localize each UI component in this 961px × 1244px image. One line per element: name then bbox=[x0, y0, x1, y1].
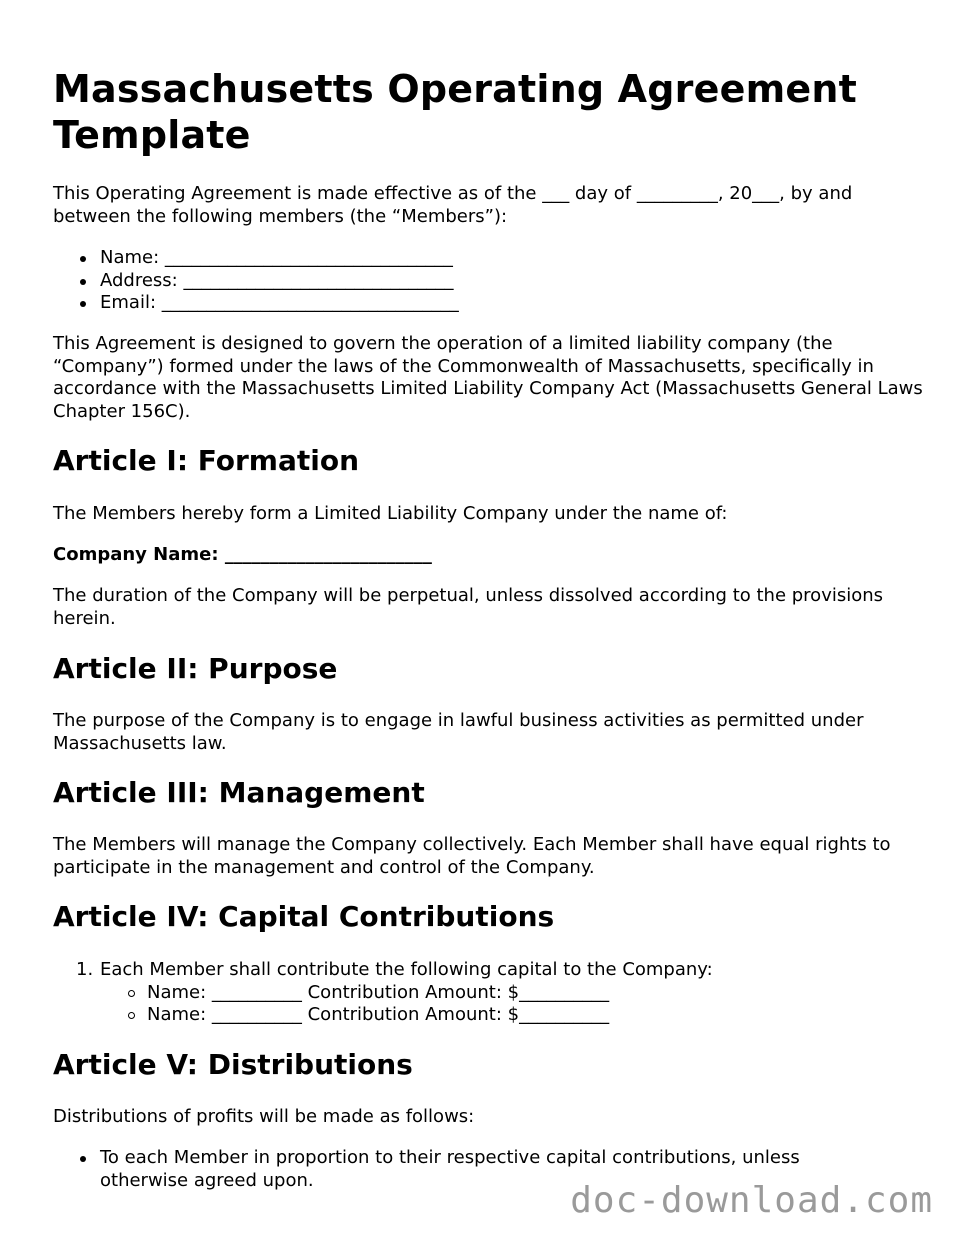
company-name-field bbox=[53, 544, 432, 567]
purpose-statement: This Agreement is designed to govern the operation of a limited liability company (the “Company”) formed under the laws of the Commonwealth of Massachusetts, specifically in accordance with the Massachusetts Limited Liability Company Act (Massachusetts General Laws Chapter 156C). bbox=[53, 333, 923, 422]
article-5-text: Distributions of profits will be made as follows: bbox=[53, 1106, 475, 1127]
contribution-entry: Name: __________ Contribution Amount: $__________ bbox=[53, 982, 923, 1005]
watermark: doc-download.com bbox=[570, 1180, 933, 1221]
article-3-heading: Article III: Management bbox=[53, 776, 425, 809]
contribution-sub-list bbox=[53, 982, 923, 1027]
article-1-text: The Members hereby form a Limited Liability Company under the name of: bbox=[53, 503, 728, 524]
document-title: Massachusetts Operating Agreement Template bbox=[53, 67, 857, 157]
member-name-field: Name: ________________________________ bbox=[53, 247, 923, 270]
distribution-item: To each Member in proportion to their respective capital contributions, unless otherwise agreed upon. bbox=[53, 1147, 833, 1192]
item-number: 1. bbox=[76, 959, 94, 980]
capital-contribution-item bbox=[53, 959, 923, 1027]
company-name-label: Company Name: _______________________ bbox=[53, 544, 432, 565]
article-2-heading: Article II: Purpose bbox=[53, 652, 338, 685]
article-3-text: The Members will manage the Company collectively. Each Member shall have equal rights to participate in the management and control of the Company. bbox=[53, 834, 891, 878]
article-5-heading: Article V: Distributions bbox=[53, 1048, 413, 1081]
duration-text: The duration of the Company will be perpetual, unless dissolved according to the provisions herein. bbox=[53, 585, 884, 629]
capital-contributions-list bbox=[53, 959, 923, 1027]
member-email-field: Email: _________________________________ bbox=[53, 292, 923, 315]
member-address-field: Address: ______________________________ bbox=[53, 270, 923, 293]
article-1-heading: Article I: Formation bbox=[53, 444, 360, 477]
contribution-entry: Name: __________ Contribution Amount: $__________ bbox=[53, 1004, 923, 1027]
item-text: Each Member shall contribute the following capital to the Company: bbox=[100, 959, 713, 980]
member-fields-list bbox=[53, 247, 923, 315]
article-2-text: The purpose of the Company is to engage in lawful business activities as permitted under Massachusetts law. bbox=[53, 710, 864, 754]
intro-paragraph: This Operating Agreement is made effective as of the ___ day of _________, 20___, by and between the following members (the “Members”): bbox=[53, 183, 853, 227]
article-4-heading: Article IV: Capital Contributions bbox=[53, 900, 555, 933]
